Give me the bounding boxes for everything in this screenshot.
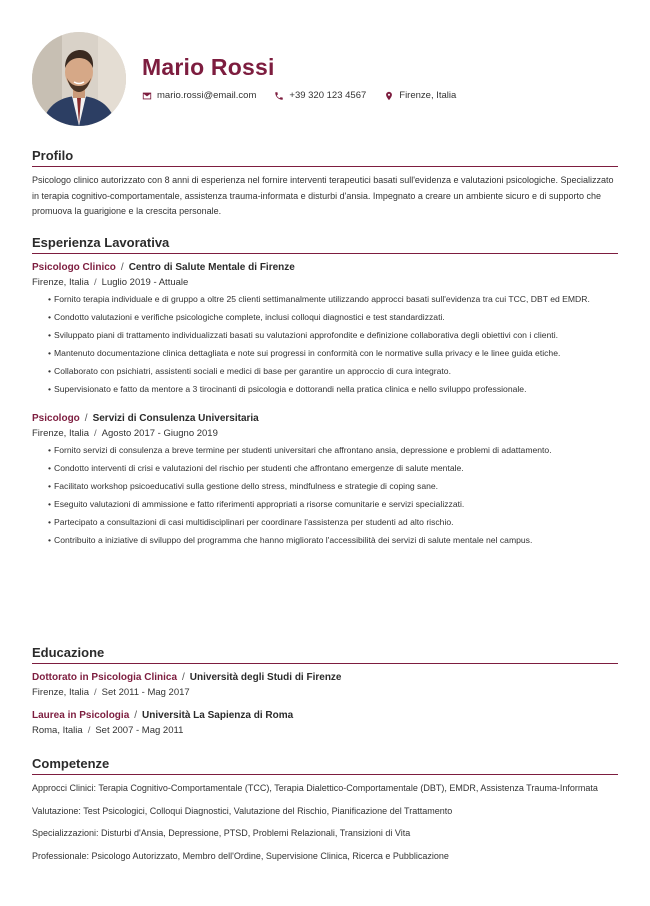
education-entry <box>32 708 618 738</box>
section-title: Educazione <box>32 645 618 664</box>
skill-line: Specializzazioni: Disturbi d'Ansia, Depressione, PTSD, Problemi Relazionali, Transizioni di Vita <box>32 828 411 838</box>
job-bullets <box>32 292 618 397</box>
contact-email[interactable] <box>142 90 256 101</box>
bullet-item: • Mantenuto documentazione clinica dettagliata e note sui progressi in conformità con le normative sulla privacy e le linee guida etiche. <box>48 346 618 361</box>
education-heading: Dottorato in Psicologia Clinica / Università degli Studi di Firenze <box>32 672 342 683</box>
resume-header <box>32 32 618 126</box>
job-entry <box>32 260 618 397</box>
job-entry <box>32 411 618 548</box>
phone-icon <box>274 91 284 101</box>
skill-line: Approcci Clinici: Terapia Cognitivo-Comportamentale (TCC), Terapia Dialettico-Comportamentale (DBT), EMDR, Assistenza Trauma-Informata <box>32 783 598 793</box>
avatar <box>32 32 126 126</box>
bullet-item: • Condotto valutazioni e verifiche psicologiche complete, inclusi colloqui diagnostici e test standardizzati. <box>48 310 618 325</box>
skills-section <box>32 756 618 871</box>
bullet-item: • Collaborato con psichiatri, assistenti sociali e medici di base per garantire un approccio di cura integrato. <box>48 364 618 379</box>
education-heading: Laurea in Psicologia / Università La Sapienza di Roma <box>32 710 294 721</box>
education-location: Roma, Italia <box>32 725 83 736</box>
bullet-item: • Facilitato workshop psicoeducativi sulla gestione dello stress, mindfulness e strategie di coping sane. <box>48 479 618 494</box>
skill-line: Valutazione: Test Psicologici, Colloqui Diagnostici, Valutazione del Rischio, Pianificazione del Trattamento <box>32 805 453 816</box>
profile-section <box>32 148 618 220</box>
contact-info <box>142 90 474 101</box>
job-dates: Agosto 2017 - Giugno 2019 <box>101 427 218 439</box>
job-location: Firenze, Italia <box>32 427 90 439</box>
job-bullets <box>32 443 618 548</box>
job-org: Servizi di Consulenza Universitaria <box>92 412 259 424</box>
education-entry <box>32 670 618 700</box>
candidate-name: Mario Rossi <box>142 54 275 80</box>
education-dates: Set 2011 - Mag 2017 <box>101 687 190 698</box>
degree: Laurea in Psicologia <box>32 710 130 721</box>
education-location: Firenze, Italia <box>32 687 90 698</box>
degree: Dottorato in Psicologia Clinica <box>32 672 178 683</box>
education-meta: Firenze, Italia / Set 2011 - Mag 2017 <box>32 687 190 698</box>
bullet-item: • Sviluppato piani di trattamento individualizzati basati su valutazioni approfondite e definizione collaborativa degli obiettivi con i clienti. <box>48 328 618 343</box>
education-section <box>32 645 618 746</box>
job-heading: Psicologo Clinico / Centro di Salute Mentale di Firenze <box>32 262 295 273</box>
section-title: Competenze <box>32 756 618 775</box>
profile-text: Psicologo clinico autorizzato con 8 anni di esperienza nel fornire interventi terapeutici basati sull'evidenza e valutazioni psicologiche. Specializzato in terapia cognitivo-comportamentale, assistenza trauma-informata e disturbi d'ansia. Impegnato a creare un ambiente sicuro e di supporto che promuova la guarigione e la crescita personale. <box>32 175 614 216</box>
contact-location <box>384 90 456 101</box>
education-meta: Roma, Italia / Set 2007 - Mag 2011 <box>32 725 184 736</box>
bullet-item: • Fornito servizi di consulenza a breve termine per studenti universitari che affrontano ansia, depressione e problemi di adattamento. <box>48 443 618 458</box>
section-title: Esperienza Lavorativa <box>32 235 618 254</box>
job-meta: Firenze, Italia / Agosto 2017 - Giugno 2019 <box>32 427 218 439</box>
bullet-item: • Eseguito valutazioni di ammissione e fatto riferimenti appropriati a risorse comunitarie e servizi specializzati. <box>48 497 618 512</box>
email-text: mario.rossi@email.com <box>157 90 257 101</box>
bullet-item: • Supervisionato e fatto da mentore a 3 tirocinanti di psicologia e dottorandi nella pratica clinica e nello sviluppo professionale. <box>48 382 618 397</box>
school: Università La Sapienza di Roma <box>142 710 294 721</box>
experience-section <box>32 235 618 561</box>
map-pin-icon <box>384 91 394 101</box>
phone-text: +39 320 123 4567 <box>289 90 367 101</box>
bullet-item: • Partecipato a consultazioni di casi multidisciplinari per coordinare l'assistenza per studenti ad alto rischio. <box>48 515 618 530</box>
bullet-item: • Fornito terapia individuale e di gruppo a oltre 25 clienti settimanalmente utilizzando approcci basati sull'evidenza tra cui TCC, DBT ed EMDR. <box>48 292 618 307</box>
job-role: Psicologo Clinico <box>32 262 116 273</box>
contact-phone[interactable] <box>274 90 366 101</box>
job-org: Centro di Salute Mentale di Firenze <box>128 262 295 273</box>
education-dates: Set 2007 - Mag 2011 <box>95 725 184 736</box>
section-title: Profilo <box>32 148 618 167</box>
job-role: Psicologo <box>32 412 80 424</box>
school: Università degli Studi di Firenze <box>189 672 342 683</box>
job-location: Firenze, Italia <box>32 277 90 288</box>
job-meta: Firenze, Italia / Luglio 2019 - Attuale <box>32 277 189 288</box>
location-text: Firenze, Italia <box>399 90 457 101</box>
bullet-item: • Condotto interventi di crisi e valutazioni del rischio per studenti che affrontano emergenze di salute mentale. <box>48 461 618 476</box>
envelope-icon <box>142 91 152 101</box>
job-heading: Psicologo / Servizi di Consulenza Universitaria <box>32 412 259 424</box>
skill-line: Professionale: Psicologo Autorizzato, Membro dell'Ordine, Supervisione Clinica, Ricerca e Pubblicazione <box>32 850 449 861</box>
job-dates: Luglio 2019 - Attuale <box>101 277 189 288</box>
bullet-item: • Contribuito a iniziative di sviluppo del programma che hanno migliorato l'accessibilità dei servizi di salute mentale nel campus. <box>48 533 618 548</box>
